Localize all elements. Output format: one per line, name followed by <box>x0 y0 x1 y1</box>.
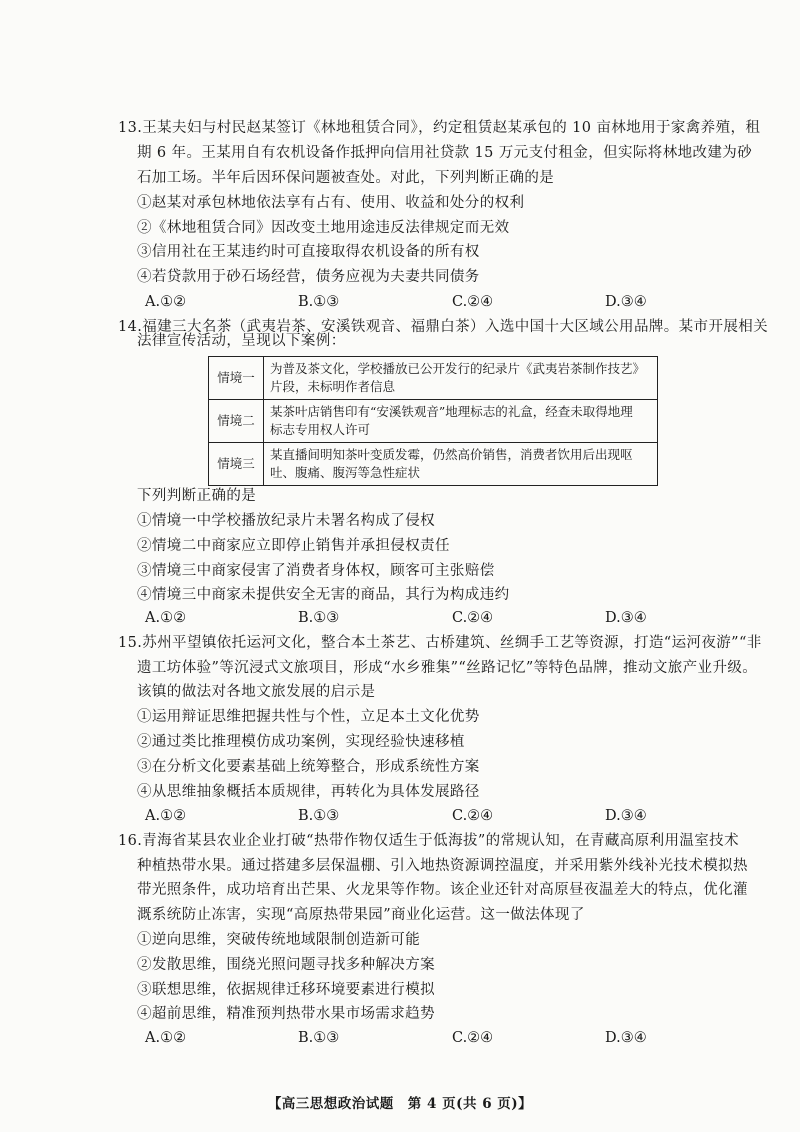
q13-statement: ①赵某对承包林地依法享有占有、使用、收益和处分的权利 <box>137 195 525 211</box>
q16-statement: ③联想思维，依据规律迁移环境要素进行模拟 <box>137 982 435 998</box>
q15-statement: ①运用辩证思维把握共性与个性，立足本土文化优势 <box>137 709 480 725</box>
q16-line: 种植热带水果。通过搭建多层保温棚、引入地热资源调控温度，并采用紫外线补光技术模拟热 <box>137 858 748 874</box>
q14-statement: ③情境三中商家侵害了消费者身体权，顾客可主张赔偿 <box>137 563 495 579</box>
case-text-line: 某茶叶店销售印有“安溪铁观音”地理标志的礼盒，经查未取得地理 <box>270 404 633 419</box>
table-row <box>209 357 658 400</box>
q13-statement: ④若贷款用于砂石场经营，债务应视为夫妻共同债务 <box>137 269 480 285</box>
q13-statement: ③信用社在王某违约时可直接取得农机设备的所有权 <box>137 244 480 260</box>
q16-line: 带光照条件，成功培育出芒果、火龙果等作物。该企业还针对高原昼夜温差大的特点，优化灌 <box>137 882 748 898</box>
q15-line: 该镇的做法对各地文旅发展的启示是 <box>137 684 376 700</box>
case-text <box>264 357 658 400</box>
q15-line: 15.苏州平望镇依托运河文化，整合本土茶艺、古桥建筑、丝绸手工艺等资源，打造“运河夜游”“非 <box>118 635 762 651</box>
q14-option-c: C.②④ <box>452 610 494 626</box>
case-label: 情境一 <box>209 357 264 400</box>
case-text <box>264 400 658 443</box>
q13-option-c: C.②④ <box>452 294 494 310</box>
q13-line: 13.王某夫妇与村民赵某签订《林地租赁合同》，约定租赁赵某承包的 10 亩林地用于家禽养殖，租 <box>118 120 761 136</box>
q13-line: 石加工场。半年后因环保问题被查处。对此，下列判断正确的是 <box>137 170 555 186</box>
page-footer: 【高三思想政治试题 第 4 页(共 6 页)】 <box>267 1096 533 1112</box>
q15-option-c: C.②④ <box>452 808 494 824</box>
q16-statement: ④超前思维，精准预判热带水果市场需求趋势 <box>137 1006 435 1022</box>
q16-line: 溉系统防止冻害，实现“高原热带果园”商业化运营。这一做法体现了 <box>137 907 585 923</box>
case-text-line: 片段，未标明作者信息 <box>270 379 396 394</box>
q14-case-table <box>208 356 658 486</box>
q16-line: 16.青海省某县农业企业打破“热带作物仅适生于低海拔”的常规认知，在青藏高原利用温室技术 <box>118 833 739 849</box>
q16-option-b: B.①③ <box>298 1030 340 1046</box>
table-row <box>209 400 658 443</box>
q16-option-d: D.③④ <box>605 1030 647 1046</box>
q16-option-a: A.①② <box>145 1030 187 1046</box>
q15-line: 遗工坊体验”等沉浸式文旅项目，形成“水乡雅集”“丝路记忆”等特色品牌，推动文旅产业升级。 <box>137 660 758 676</box>
q16-option-c: C.②④ <box>452 1030 494 1046</box>
q13-line: 期 6 年。王某用自有农机设备作抵押向信用社贷款 15 万元支付租金，但实际将林地改建为砂 <box>137 145 753 161</box>
q14-line: 法律宣传活动，呈现以下案例： <box>137 333 346 349</box>
q16-statement: ②发散思维，围绕光照问题寻找多种解决方案 <box>137 957 435 973</box>
q15-statement: ②通过类比推理模仿成功案例，实现经验快速移植 <box>137 734 465 750</box>
q14-statement: ②情境二中商家应立即停止销售并承担侵权责任 <box>137 538 450 554</box>
q15-statement: ④从思维抽象概括本质规律，再转化为具体发展路径 <box>137 784 480 800</box>
q14-option-d: D.③④ <box>605 610 647 626</box>
q14-statement: ①情境一中学校播放纪录片未署名构成了侵权 <box>137 513 435 529</box>
case-text-line: 吐、腹痛、腹泻等急性症状 <box>270 465 421 480</box>
q14-statement: ④情境三中商家未提供安全无害的商品，其行为构成违约 <box>137 587 510 603</box>
q14-line: 14.福建三大名茶（武夷岩茶、安溪铁观音、福鼎白茶）入选中国十大区域公用品牌。某市开展相关 <box>118 319 769 335</box>
case-text-line: 为普及茶文化，学校播放已公开发行的纪录片《武夷岩茶制作技艺》 <box>270 361 646 376</box>
case-text-line: 某直播间明知茶叶变质发霉，仍然高价销售，消费者饮用后出现呕 <box>270 447 633 462</box>
q15-statement: ③在分析文化要素基础上统筹整合，形成系统性方案 <box>137 759 480 775</box>
q13-option-a: A.①② <box>145 294 187 310</box>
q15-option-a: A.①② <box>145 808 187 824</box>
case-label: 情境三 <box>209 443 264 486</box>
case-text-line: 标志专用权人许可 <box>270 422 371 437</box>
q14-option-b: B.①③ <box>298 610 340 626</box>
q14-line: 下列判断正确的是 <box>137 488 257 504</box>
q14-option-a: A.①② <box>145 610 187 626</box>
table-row <box>209 443 658 486</box>
q13-option-b: B.①③ <box>298 294 340 310</box>
q15-option-b: B.①③ <box>298 808 340 824</box>
case-label: 情境二 <box>209 400 264 443</box>
q13-option-d: D.③④ <box>605 294 647 310</box>
q13-statement: ②《林地租赁合同》因改变土地用途违反法律规定而无效 <box>137 220 510 236</box>
q16-statement: ①逆向思维，突破传统地域限制创造新可能 <box>137 932 421 948</box>
q15-option-d: D.③④ <box>605 808 647 824</box>
case-text <box>264 443 658 486</box>
